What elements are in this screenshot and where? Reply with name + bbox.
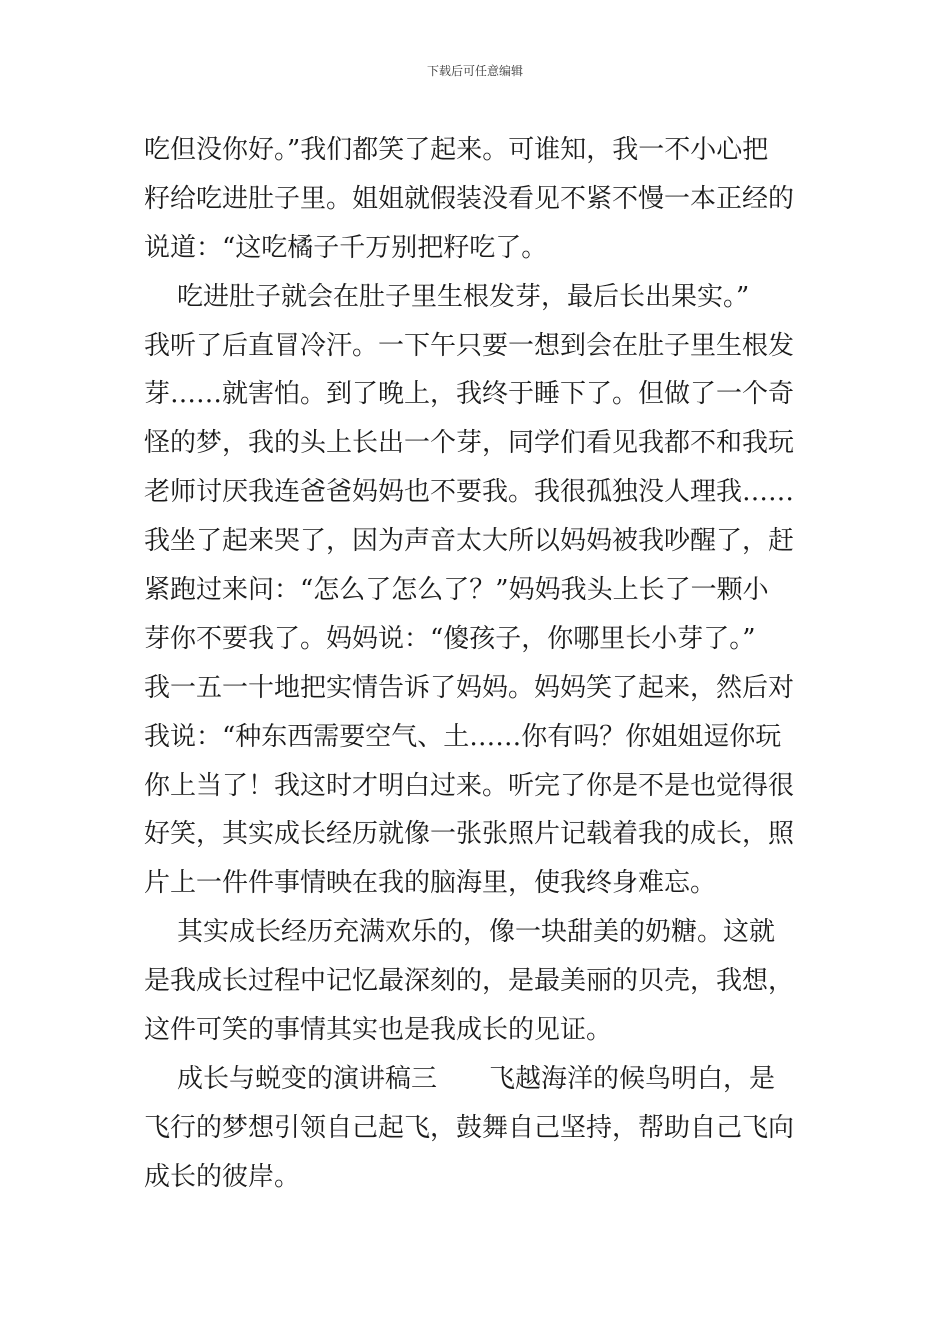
text-line: 吃进肚子就会在肚子里生根发芽，最后长出果实。” bbox=[144, 281, 750, 312]
text-line: 这件可笑的事情其实也是我成长的见证。 bbox=[144, 1015, 613, 1046]
page-header: 下载后可任意编辑 bbox=[426, 64, 523, 78]
text-line: 其实成长经历充满欢乐的，像一块甜美的奶糖。这就 bbox=[144, 917, 776, 948]
text-line: 你上当了！我这时才明白过来。听完了你是不是也觉得很 bbox=[144, 770, 795, 801]
text-line: 籽给吃进肚子里。姐姐就假装没看见不紧不慢一本正经的 bbox=[144, 183, 795, 214]
text-line: 说道：“这吃橘子千万别把籽吃了。 bbox=[144, 232, 548, 263]
text-line: 片上一件件事情映在我的脑海里，使我终身难忘。 bbox=[144, 868, 717, 899]
text-line: 怪的梦，我的头上长出一个芽，同学们看见我都不和我玩 bbox=[144, 428, 795, 459]
text-line: 老师讨厌我连爸爸妈妈也不要我。我很孤独没人理我…… bbox=[144, 477, 795, 508]
document-body bbox=[144, 126, 810, 1202]
text-line: 吃但没你好。”我们都笑了起来。可谁知，我一不小心把 bbox=[144, 135, 769, 165]
text-line: 成长与蜕变的演讲稿三 飞越海洋的候鸟明白，是 bbox=[144, 1063, 776, 1094]
text-line: 紧跑过来问：“怎么了怎么了？”妈妈我头上长了一颗小 bbox=[144, 575, 769, 606]
text-line: 飞行的梦想引领自己起飞，鼓舞自己坚持，帮助自己飞向 bbox=[144, 1112, 795, 1143]
text-line: 我一五一十地把实情告诉了妈妈。妈妈笑了起来，然后对 bbox=[144, 672, 795, 703]
text-line: 芽你不要我了。妈妈说：“傻孩子，你哪里长小芽了。” bbox=[144, 623, 756, 654]
text-line: 是我成长过程中记忆最深刻的，是最美丽的贝壳，我想， bbox=[144, 966, 795, 997]
text-line: 好笑，其实成长经历就像一张张照片记载着我的成长，照 bbox=[144, 819, 795, 850]
text-line: 成长的彼岸。 bbox=[144, 1161, 301, 1192]
text-line: 我坐了起来哭了，因为声音太大所以妈妈被我吵醒了，赶 bbox=[144, 526, 795, 557]
text-line: 芽……就害怕。到了晚上，我终于睡下了。但做了一个奇 bbox=[144, 379, 795, 410]
text-line: 我说：“种东西需要空气、土……你有吗？你姐姐逗你玩 bbox=[144, 721, 782, 752]
text-line: 我听了后直冒冷汗。一下午只要一想到会在肚子里生根发 bbox=[144, 330, 795, 361]
